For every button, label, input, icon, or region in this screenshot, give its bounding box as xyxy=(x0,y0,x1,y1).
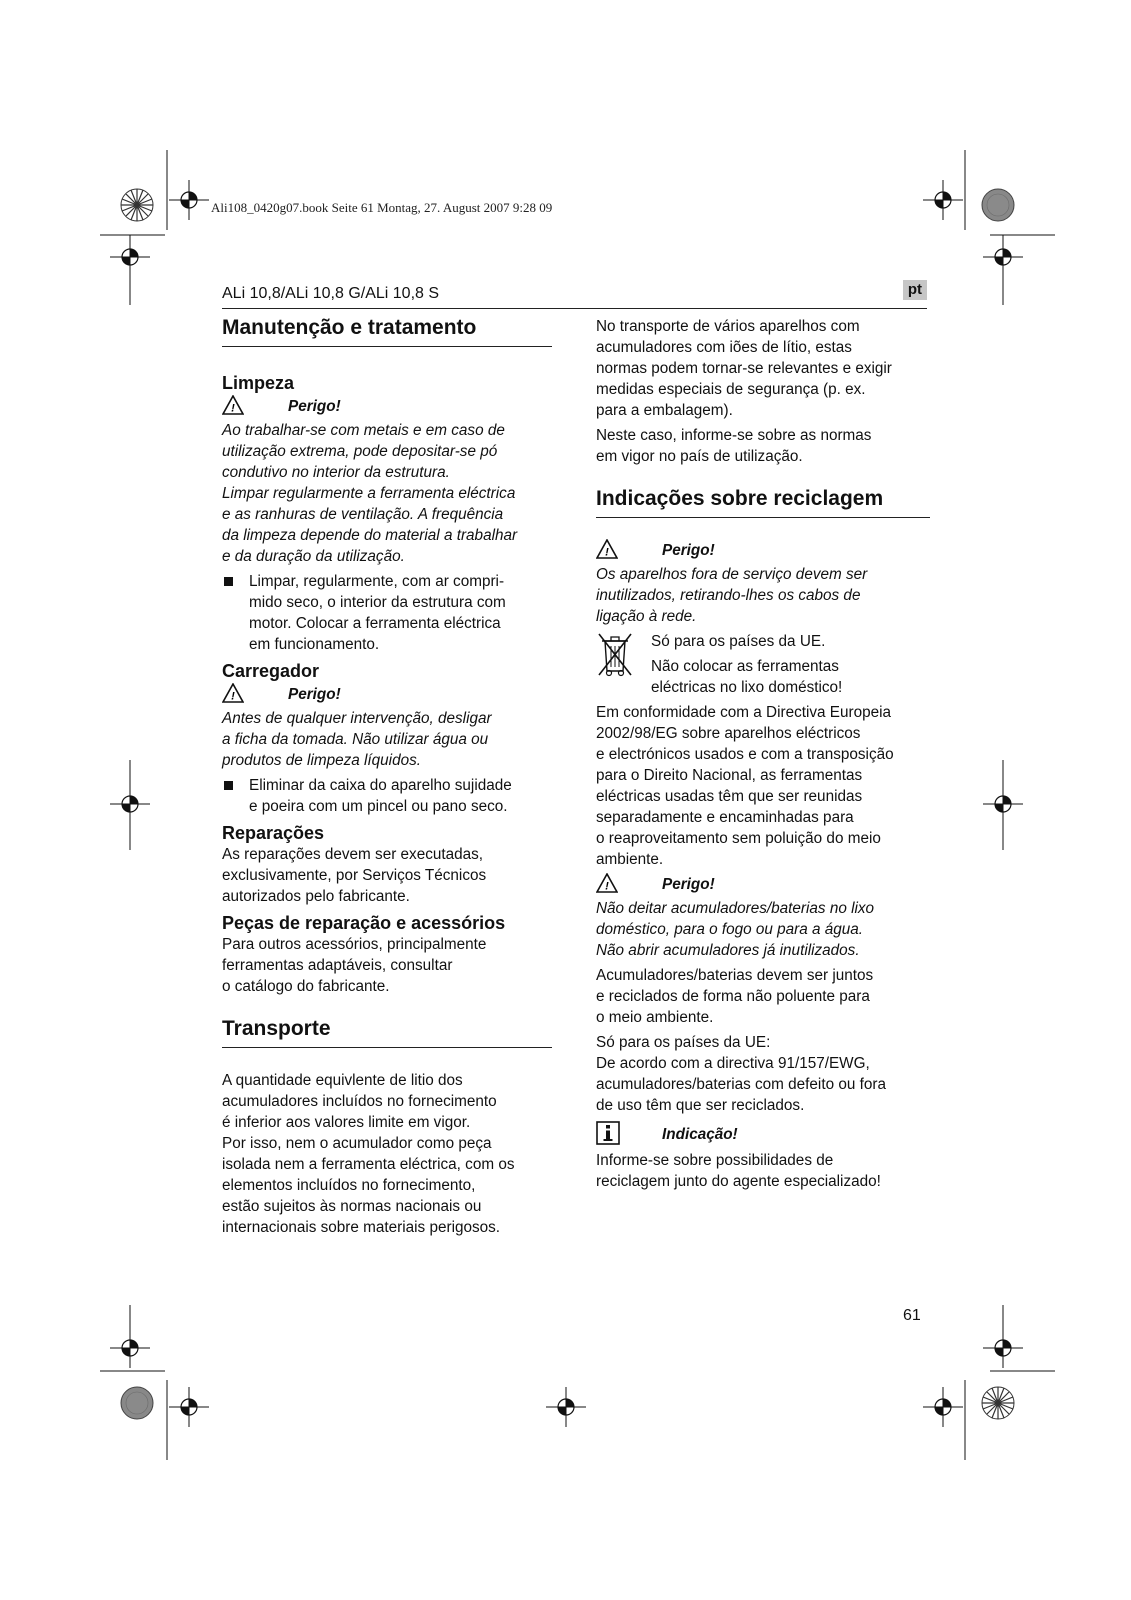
text-line: Os aparelhos fora de serviço devem ser xyxy=(596,566,868,583)
text-line: estão sujeitos às normas nacionais ou xyxy=(222,1198,482,1215)
directive2-text xyxy=(596,1032,930,1116)
recycling-warning-text xyxy=(596,564,930,627)
text-line: da limpeza depende do material a trabalhar xyxy=(222,527,518,544)
svg-text:!: ! xyxy=(231,402,235,414)
text-line: para a embalagem). xyxy=(596,402,733,419)
carregador-bullet xyxy=(222,775,552,817)
text-line: medidas especiais de segurança (p. ex. xyxy=(596,381,866,398)
carregador-warning xyxy=(222,682,552,708)
model-title: ALi 10,8/ALi 10,8 G/ALi 10,8 S xyxy=(222,285,440,302)
carregador-heading: Carregador xyxy=(222,661,320,681)
text-line: Neste caso, informe-se sobre as normas xyxy=(596,427,872,444)
bullet-square-icon xyxy=(224,781,233,790)
limpeza-bullet xyxy=(222,571,552,655)
text-line: As reparações devem ser executadas, xyxy=(222,846,484,863)
warning-triangle-icon xyxy=(596,873,662,898)
text-line: exclusivamente, por Serviços Técnicos xyxy=(222,867,487,884)
text-line: o meio ambiente. xyxy=(596,1009,714,1026)
text-line: A quantidade equivlente de litio dos xyxy=(222,1072,463,1089)
text-line: eléctricas usadas têm que ser reunidas xyxy=(596,788,863,805)
text-line: Acumuladores/baterias devem ser juntos xyxy=(596,967,874,984)
text-line: reciclagem junto do agente especializado! xyxy=(596,1173,881,1190)
note-block xyxy=(596,1120,930,1150)
text-line: Não abrir acumuladores já inutilizados. xyxy=(596,942,860,959)
text-line: Não deitar acumuladores/baterias no lixo xyxy=(596,900,875,917)
text-line: De acordo com a directiva 91/157/EWG, xyxy=(596,1055,870,1072)
text-line: 2002/98/EG sobre aparelhos eléctricos xyxy=(596,725,861,742)
text-line: e poeira com um pincel ou pano seco. xyxy=(249,798,508,815)
warning-label: Perigo! xyxy=(662,876,715,893)
text-line: e as ranhuras de ventilação. A frequência xyxy=(222,506,504,523)
text-line: normas podem tornar-se relevantes e exigir xyxy=(596,360,892,377)
pecas-text xyxy=(222,934,552,997)
text-line: eléctricas no lixo doméstico! xyxy=(651,679,843,696)
text-line: Limpar regularmente a ferramenta eléctrica xyxy=(222,485,516,502)
text-line: doméstico, para o fogo ou para a água. xyxy=(596,921,864,938)
page-header xyxy=(222,278,927,309)
text-line: utilização extrema, pode depositar-se pó xyxy=(222,443,498,460)
text-line: é inferior aos valores limite em vigor. xyxy=(222,1114,471,1131)
text-line: Antes de qualquer intervenção, desligar xyxy=(222,710,492,727)
warning-triangle-icon xyxy=(596,539,662,564)
text-line: condutivo no interior da estrutura. xyxy=(222,464,450,481)
text-line: internacionais sobre materiais perigosos. xyxy=(222,1219,501,1236)
language-badge: pt xyxy=(903,280,927,300)
maintenance-heading: Manutenção e tratamento xyxy=(222,316,552,347)
reparacoes-text xyxy=(222,844,552,907)
weee-text xyxy=(651,631,842,698)
text-line: Só para os países da UE: xyxy=(596,1034,771,1051)
batteries-text xyxy=(596,965,930,1028)
text-line: Não colocar as ferramentas xyxy=(651,658,839,675)
text-line: Informe-se sobre possibilidades de xyxy=(596,1152,834,1169)
text-line: e da duração da utilização. xyxy=(222,548,405,565)
text-line: elementos incluídos no fornecimento, xyxy=(222,1177,476,1194)
text-line: o catálogo do fabricante. xyxy=(222,978,390,995)
text-line: acumuladores/baterias com defeito ou fora xyxy=(596,1076,886,1093)
transporte-heading: Transporte xyxy=(222,1017,552,1048)
text-line: inutilizados, retirando-lhes os cabos de xyxy=(596,587,861,604)
warning-label: Perigo! xyxy=(288,398,341,415)
text-line: de uso têm que ser reciclados. xyxy=(596,1097,805,1114)
text-line: autorizados pelo fabricante. xyxy=(222,888,410,905)
text-line: Limpar, regularmente, com ar compri- xyxy=(249,573,505,590)
text-line: mido seco, o interior da estrutura com xyxy=(249,594,506,611)
limpeza-warning-text xyxy=(222,420,552,567)
text-line: Por isso, nem o acumulador como peça xyxy=(222,1135,492,1152)
note-text xyxy=(596,1150,930,1192)
battery-warning-text xyxy=(596,898,930,961)
svg-text:!: ! xyxy=(605,880,609,892)
pecas-heading: Peças de reparação e acessórios xyxy=(222,913,506,933)
info-icon xyxy=(596,1121,662,1150)
text-line: e electrónicos usados e com a transposição xyxy=(596,746,894,763)
text-line: Eliminar da caixa do aparelho sujidade xyxy=(249,777,512,794)
battery-warning xyxy=(596,872,930,898)
reparacoes-heading: Reparações xyxy=(222,823,325,843)
warning-triangle-icon xyxy=(222,395,288,420)
warning-triangle-icon xyxy=(222,683,288,708)
bullet-square-icon xyxy=(224,577,233,586)
right-column xyxy=(596,316,930,1192)
limpeza-heading: Limpeza xyxy=(222,373,295,393)
text-line: e reciclados de forma não poluente para xyxy=(596,988,870,1005)
warning-label: Perigo! xyxy=(662,542,715,559)
book-info: Ali108_0420g07.book Seite 61 Montag, 27. August 2007 9:28 09 xyxy=(211,200,553,215)
text-line: em vigor no país de utilização. xyxy=(596,448,803,465)
directive-text xyxy=(596,702,930,870)
text-line: o reaproveitamento sem poluição do meio xyxy=(596,830,881,847)
text-line: ligação à rede. xyxy=(596,608,697,625)
svg-text:!: ! xyxy=(231,690,235,702)
text-line: em funcionamento. xyxy=(249,636,380,653)
note-label: Indicação! xyxy=(662,1126,738,1143)
text-line: motor. Colocar a ferramenta eléctrica xyxy=(249,615,501,632)
left-column xyxy=(222,316,552,1238)
warning-label: Perigo! xyxy=(288,686,341,703)
text-line: ferramentas adaptáveis, consultar xyxy=(222,957,453,974)
text-line: separadamente e encaminhadas para xyxy=(596,809,854,826)
text-line: acumuladores com iões de lítio, estas xyxy=(596,339,852,356)
weee-block xyxy=(596,631,930,698)
recycling-heading: Indicações sobre reciclagem xyxy=(596,487,930,518)
transporte-text xyxy=(222,1070,552,1238)
text-line: produtos de limpeza líquidos. xyxy=(222,752,421,769)
text-line: No transporte de vários aparelhos com xyxy=(596,318,860,335)
text-line: isolada nem a ferramenta eléctrica, com os xyxy=(222,1156,515,1173)
text-line: para o Direito Nacional, as ferramentas xyxy=(596,767,863,784)
text-line: ambiente. xyxy=(596,851,664,868)
text-line: Para outros acessórios, principalmente xyxy=(222,936,487,953)
transport-intro-2 xyxy=(596,425,930,467)
crossed-bin-icon xyxy=(596,631,651,698)
transport-intro xyxy=(596,316,930,421)
text-line: acumuladores incluídos no fornecimento xyxy=(222,1093,497,1110)
text-line: Em conformidade com a Directiva Europeia xyxy=(596,704,892,721)
text-line: a ficha da tomada. Não utilizar água ou xyxy=(222,731,489,748)
svg-text:!: ! xyxy=(605,546,609,558)
page-number: 61 xyxy=(903,1307,921,1324)
limpeza-warning xyxy=(222,394,552,420)
text-line: Só para os países da UE. xyxy=(651,633,826,650)
carregador-warning-text xyxy=(222,708,552,771)
text-line: Ao trabalhar-se com metais e em caso de xyxy=(222,422,505,439)
recycling-warning xyxy=(596,538,930,564)
